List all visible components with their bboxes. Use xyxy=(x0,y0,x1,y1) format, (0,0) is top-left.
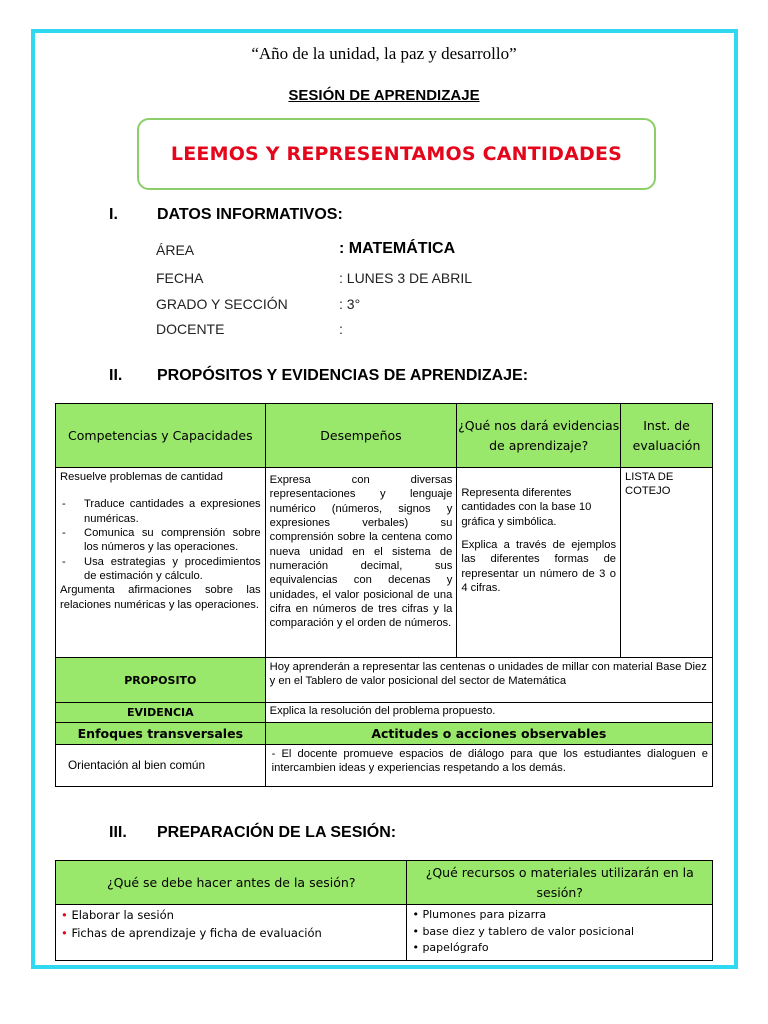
recursos-cell xyxy=(407,905,713,961)
lesson-title: LEEMOS Y REPRESENTAMOS CANTIDADES xyxy=(170,143,623,165)
info-label-fecha: FECHA xyxy=(156,270,204,286)
competencias-intro: Resuelve problemas de cantidad xyxy=(60,471,223,483)
capacidad-item: - Usa estrategias y procedimientos de estimación y cálculo. xyxy=(60,555,261,584)
capacidad-item: - Traduce cantidades a expresiones numéricas. xyxy=(60,497,261,526)
section-2-number: II. xyxy=(109,367,123,384)
proposito-text: Hoy aprenderán a representar las centenas o unidades de millar con material Base Diez y en el Tablero de valor posicional del sector de Matemática xyxy=(265,658,712,703)
actitud-text: - El docente promueve espacios de diálogo para que los estudiantes dialoguen e intercambien ideas y experiencias respetando a los demás. xyxy=(265,745,712,787)
competencias-outro: Argumenta afirmaciones sobre las relaciones numéricas y las operaciones. xyxy=(60,584,261,611)
preparation-table xyxy=(55,860,713,961)
section-1-number: I. xyxy=(109,206,118,223)
evidencia-label: EVIDENCIA xyxy=(56,703,266,723)
header-desempenos: Desempeños xyxy=(265,404,457,468)
info-label-grado: GRADO Y SECCIÓN xyxy=(156,296,288,312)
section-3-number: III. xyxy=(109,824,127,841)
antes-item: • Elaborar la sesión xyxy=(61,908,174,922)
motto: “Año de la unidad, la paz y desarrollo” xyxy=(251,44,517,63)
evidencia-item: Representa diferentes cantidades con la base 10 gráfica y simbólica. xyxy=(461,487,592,528)
lesson-title-box xyxy=(137,118,656,190)
header-evidencias: ¿Qué nos dará evidencias de aprendizaje? xyxy=(457,404,621,468)
info-value-docente: : xyxy=(339,321,343,337)
evidencia-item: Explica a través de ejemplos las diferentes formas de representar un número de 3 o 4 cifras. xyxy=(461,538,617,594)
antes-cell xyxy=(56,905,407,961)
evidencias-cell xyxy=(457,468,621,658)
info-label-docente: DOCENTE xyxy=(156,321,225,337)
info-value-area: : MATEMÁTICA xyxy=(339,240,456,257)
proposito-label: PROPOSITO xyxy=(56,658,266,703)
section-1-title: DATOS INFORMATIVOS: xyxy=(157,206,343,223)
header-instrumento: Inst. de evaluación xyxy=(621,404,713,468)
section-2-title: PROPÓSITOS Y EVIDENCIAS DE APRENDIZAJE: xyxy=(157,367,529,384)
capacidad-item: - Comunica su comprensión sobre los números y las operaciones. xyxy=(60,526,261,555)
info-value-grado: : 3° xyxy=(339,296,361,312)
capacidades-list xyxy=(60,497,261,583)
header-competencias: Competencias y Capacidades xyxy=(56,404,266,468)
header-antes: ¿Qué se debe hacer antes de la sesión? xyxy=(56,861,407,905)
instrumento-cell: LISTA DE COTEJO xyxy=(621,468,713,658)
recurso-item: • papelógrafo xyxy=(412,941,489,954)
evidencia-text: Explica la resolución del problema propuesto. xyxy=(265,703,712,723)
recurso-item: • base diez y tablero de valor posicional xyxy=(412,924,635,938)
enfoque-text: Orientación al bien común xyxy=(56,745,266,787)
info-value-fecha: : LUNES 3 DE ABRIL xyxy=(339,270,473,286)
section-3-title: PREPARACIÓN DE LA SESIÓN: xyxy=(157,824,397,841)
antes-item: • Fichas de aprendizaje y ficha de evaluación xyxy=(61,925,322,940)
actitudes-label: Actitudes o acciones observables xyxy=(265,723,712,745)
info-label-area: ÁREA xyxy=(156,242,195,258)
desempeno-cell: Expresa con diversas representaciones y lenguaje numérico (números, signos y expresiones verbales) su comprensión sobre la centena como nueva unidad en el sistema de numeración decimal, sus equivalencias con decenas y unidades, el valor posicional de una cifra en números de tres cifras y la comparación y el orden de números. xyxy=(265,468,457,658)
header-recursos: ¿Qué recursos o materiales utilizarán en la sesión? xyxy=(407,861,713,905)
session-title: SESIÓN DE APRENDIZAJE xyxy=(288,87,480,104)
competencias-cell xyxy=(56,468,266,658)
enfoques-label: Enfoques transversales xyxy=(56,723,266,745)
recurso-item: • Plumones para pizarra xyxy=(412,908,547,921)
purposes-table xyxy=(55,403,713,787)
